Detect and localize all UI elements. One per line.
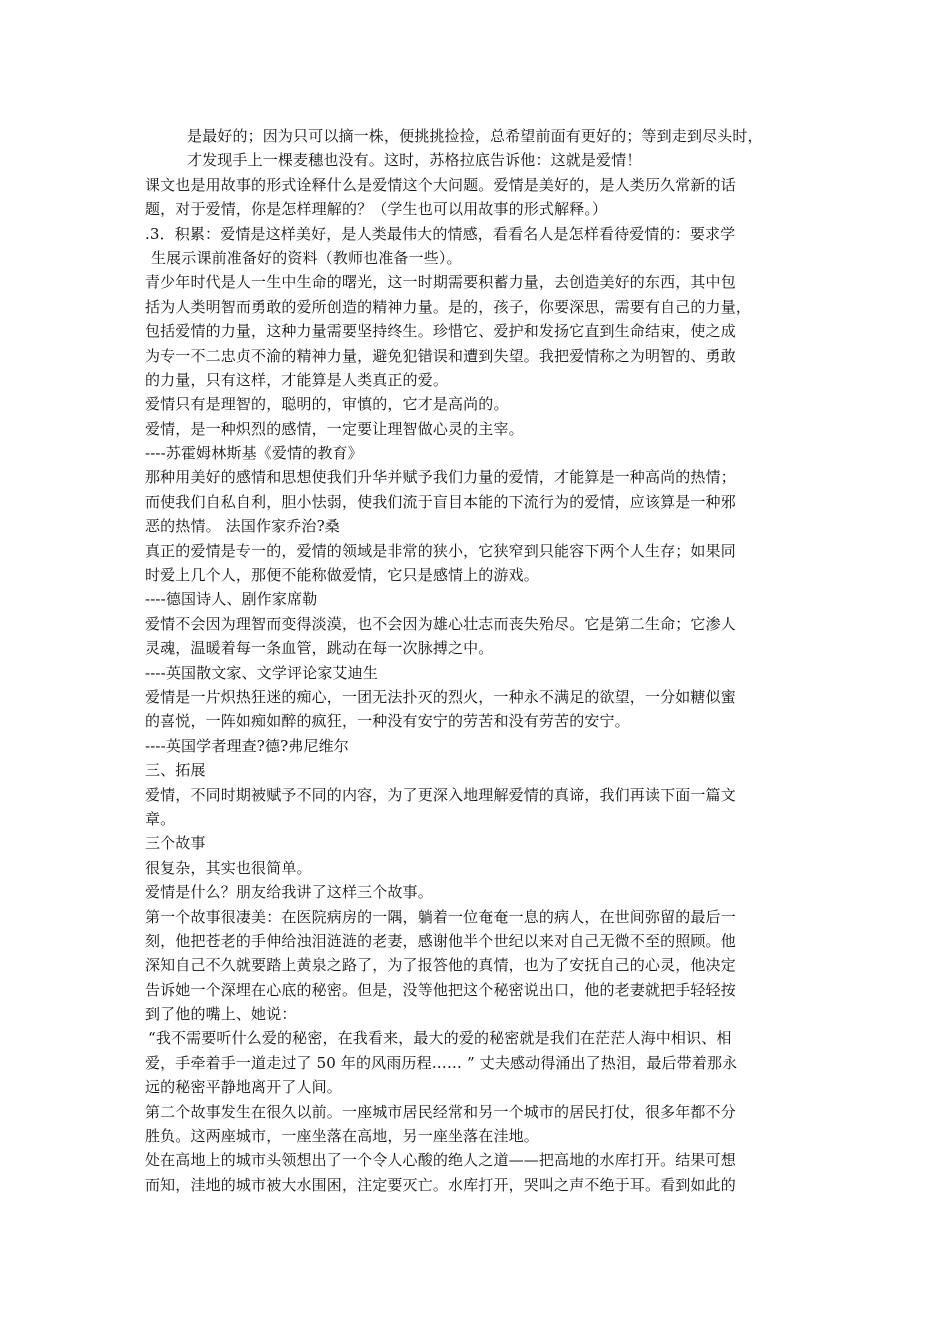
text-line: 爱情只有是理智的，聪明的，审慎的，它才是高尚的。 <box>145 395 509 414</box>
text-line: 真正的爱情是专一的，爱情的领域是非常的狭小，它狭窄到只能容下两个人生存；如果同 <box>145 541 736 560</box>
text-line: 为专一不二忠贞不渝的精神力量，避免犯错误和遭到失望。我把爱情称之为明智的、勇敢 <box>145 346 736 365</box>
text-line: “我不需要听什么爱的秘密，在我看来，最大的爱的秘密就是我们在茫茫人海中相识、相 <box>148 1029 732 1048</box>
text-line: 而知，洼地的城市被大水围困，注定要灭亡。水库打开，哭叫之声不绝于耳。看到如此的 <box>145 1175 736 1194</box>
text-line: ----英国散文家、文学评论家艾迪生 <box>145 663 378 682</box>
text-line: 爱情是什么？朋友给我讲了这样三个故事。 <box>145 883 433 902</box>
text-line: 时爱上几个人，那便不能称做爱情，它只是感情上的游戏。 <box>145 566 539 585</box>
text-line: 第二个故事发生在很久以前。一座城市居民经常和另一个城市的居民打仗，很多年都不分 <box>145 1102 736 1121</box>
text-line: 是最好的；因为只可以摘一株，便挑挑捡捡，总希望前面有更好的；等到走到尽头时， <box>187 127 763 145</box>
text-line: 胜负。这两座城市，一座坐落在高地，另一座坐落在洼地。 <box>145 1127 539 1146</box>
text-line: 的力量，只有这样，才能算是人类真正的爱。 <box>145 370 449 389</box>
text-line: 章。 <box>145 809 176 828</box>
text-line: 青少年时代是人一生中生命的曙光，这一时期需要积蓄力量，去创造美好的东西，其中包 <box>145 273 736 292</box>
text-line: 的喜悦，一阵如痴如醉的疯狂，一种没有安宁的劳苦和没有劳苦的安宁。 <box>145 712 630 731</box>
text-line: 课文也是用故事的形式诠释什么是爱情这个大问题。爱情是美好的，是人类历久常新的话 <box>145 175 736 194</box>
text-line: .3．积累：爱情是这样美好，是人类最伟大的情感，看看名人是怎样看待爱情的：要求学 <box>145 224 736 243</box>
text-line: 远的秘密平静地离开了人间。 <box>145 1078 342 1097</box>
text-line: 很复杂，其实也很简单。 <box>145 858 312 877</box>
text-line: 才发现手上一棵麦穗也没有。这时，苏格拉底告诉他：这就是爱情！ <box>187 151 642 170</box>
text-line: 刻，他把苍老的手伸给浊泪涟涟的老妻，感谢他半个世纪以来对自己无微不至的照顾。他 <box>145 931 736 950</box>
text-line: 那种用美好的感情和思想使我们升华并赋予我们力量的爱情，才能算是一种高尚的热情； <box>145 468 736 487</box>
text-line: 括为人类明智而勇敢的爱所创造的精神力量。是的，孩子，你要深思，需要有自己的力量， <box>145 297 752 316</box>
text-line: 处在高地上的城市头领想出了一个令人心酸的绝人之道——把高地的水库打开。结果可想 <box>145 1151 736 1170</box>
text-line: 恶的热情。 法国作家乔治?桑 <box>145 517 340 536</box>
document-body <box>145 124 805 1197</box>
text-line: 而使我们自私自利，胆小怯弱，使我们流于盲目本能的下流行为的爱情，应该算是一种邪 <box>145 492 736 511</box>
text-line: 生展示课前准备好的资料（教师也准备一些）。 <box>151 248 462 267</box>
text-line: 三、拓展 <box>145 761 206 780</box>
text-line: 爱情是一片炽热狂迷的痴心，一团无法扑灭的烈火，一种永不满足的欲望，一分如糖似蜜 <box>145 687 736 706</box>
text-line: 灵魂，温暖着每一条血管，跳动在每一次脉搏之中。 <box>145 639 494 658</box>
text-line: 第一个故事很凄美：在医院病房的一隅，躺着一位奄奄一息的病人，在世间弥留的最后一 <box>145 907 736 926</box>
text-line: 包括爱情的力量，这种力量需要坚持终生。珍惜它、爱护和发扬它直到生命结束，使之成 <box>145 322 736 341</box>
text-line: ----苏霍姆林斯基《爱情的教育》 <box>145 444 363 463</box>
text-line: ----德国诗人、剧作家席勒 <box>145 590 318 609</box>
text-line: 爱情，是一种炽烈的感情，一定要让理智做心灵的主宰。 <box>145 419 524 438</box>
text-line: 到了他的嘴上、她说： <box>145 1005 297 1024</box>
text-line: 告诉她一个深埋在心底的秘密。但是，没等他把这个秘密说出口，他的老妻就把手轻轻按 <box>145 980 736 999</box>
text-line: 爱情不会因为理智而变得淡漠，也不会因为雄心壮志而丧失殆尽。它是第二生命；它渗人 <box>145 614 736 633</box>
text-line: 三个故事 <box>145 834 206 853</box>
text-line: ----英国学者理查?德?弗尼维尔 <box>145 736 349 755</box>
text-line: 深知自己不久就要踏上黄泉之路了，为了报答他的真情，也为了安抚自己的心灵，他决定 <box>145 956 736 975</box>
text-line: 题，对于爱情，你是怎样理解的？（学生也可以用故事的形式解释。） <box>145 200 608 219</box>
text-line: 爱情，不同时期被赋予不同的内容，为了更深入地理解爱情的真谛，我们再读下面一篇文 <box>145 785 736 804</box>
text-line: 爱，手牵着手一道走过了 50 年的风雨历程…… ” 丈夫感动得涌出了热泪，最后带着那永 <box>145 1053 738 1072</box>
